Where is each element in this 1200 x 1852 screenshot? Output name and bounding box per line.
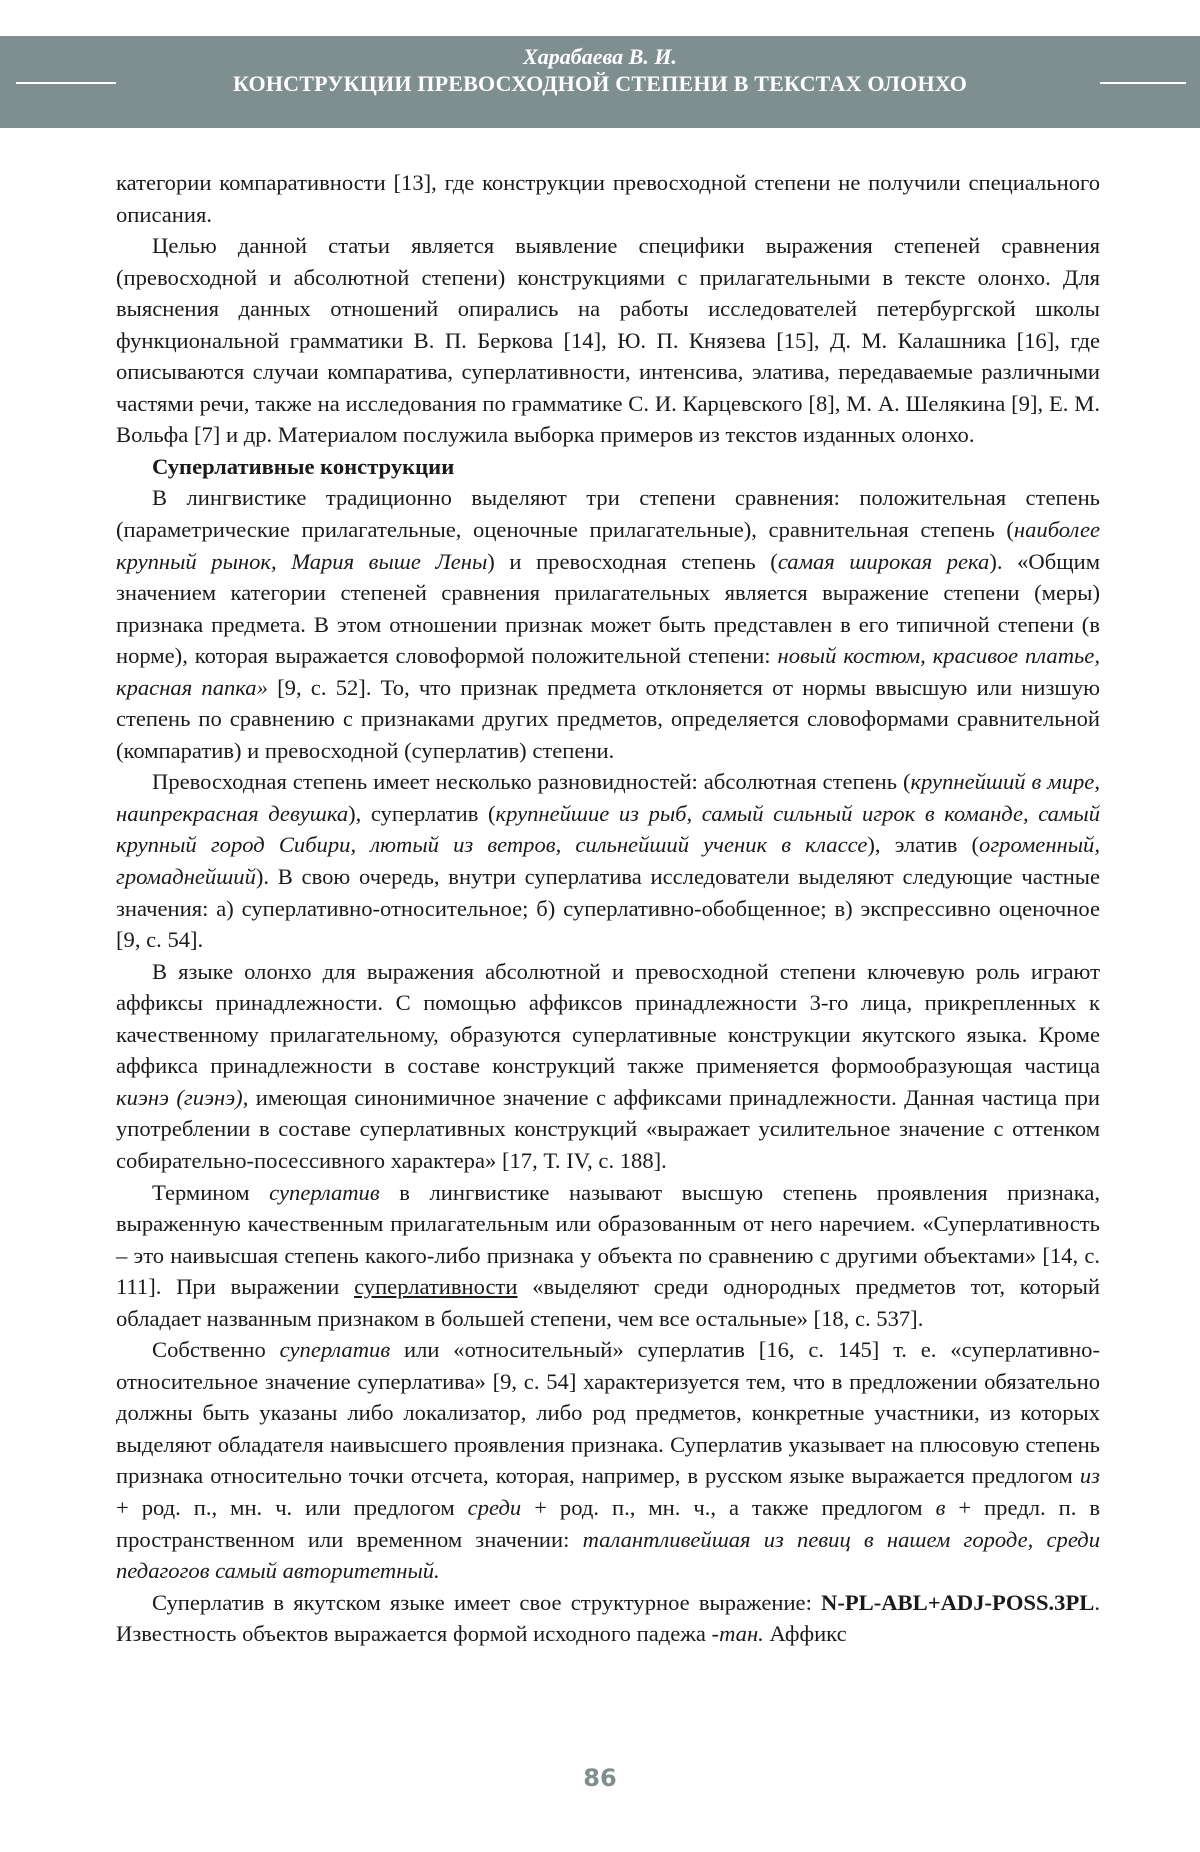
text-run: + род. п., мн. ч., а также предлогом [521,1494,936,1520]
text-run: -тан. [711,1621,764,1647]
text-run: ). «Общим значением категории степеней сравнения прилагательных является выражение степени (меры) признака предмета. В этом отношении признак может быть представлен в его типичной степени (в норме), которая выражается словоформой положительной степени: [116,548,1100,669]
text-run: новый костюм, красивое платье, красная папка» [116,643,1100,700]
text-run: категории компаративности [13], где конструкции превосходной степени не получили специального описания. [116,170,1100,227]
text-run: из [1079,1463,1100,1489]
text-run: самая широкая река [777,548,990,574]
text-run: Термином [152,1179,270,1205]
text-run: Целью данной статьи является выявление специфики выражения степеней сравнения (превосходной и абсолютной степени) конструкциями с прилагательными в тексте олонхо. Для выяснения данных отношений опирались на работы исследователей петербургской школы функциональной грамматики В. П. Беркова [14], Ю. П. Князева [15], Д. М. Калашника [16], где описываются случаи компаратива, суперлативности, интенсива, элатива, передаваемые различными частями речи, также на исследования по грамматике С. И. Карцевского [8], М. А. Шелякина [9], Е. М. Вольфа [7] и др. Материалом послужила выборка примеров из текстов изданных олонхо. [116,233,1100,448]
running-header [0,36,1200,128]
text-run: , имеющая синонимичное значение с аффиксами принадлежности. Данная частица при употреблении в составе суперлативных конструкций «выражает усилительное значение с оттенком собирательно-посессивного характера» [17, Т. IV, с. 188]. [116,1084,1100,1173]
article-body [116,167,1100,1650]
text-run: + род. п., мн. ч. или предлогом [116,1494,468,1520]
header-author: Харабаева В. И. [523,44,677,69]
text-run: крупнейший в мире, наипрекрасная девушка [116,769,1100,826]
paragraph-5 [116,956,1100,1177]
text-run: ) и превосходная степень ( [487,548,778,574]
paragraph-1 [116,230,1100,451]
text-run: или «относительный» суперлатив [16, с. 145] т. е. «суперлативно-относительное значение суперлатива» [9, с. 54] характеризуется тем, что в предложении обязательно должны быть указаны либо локализатор, либо род предметов, конкретные участники, из которых выделяют обладателя наивысшего проявления признака. Суперлатив указывает на плюсовую степень признака относительно точки отсчета, которая, например, в русском языке выражается предлогом [116,1337,1100,1489]
text-run: крупнейшие из рыб, самый сильный игрок в команде, самый крупный город Сибири, лютый из ветров, сильнейший ученик в классе [116,800,1100,858]
text-run: ). В свою очередь, внутри суперлатива исследователи выделяют следующие частные значения: а) суперлативно-относительное; б) суперлативно-обобщенное; в) экспрессивно оценочное [9, с. 54]. [116,864,1100,953]
paragraph-8 [116,1587,1100,1650]
text-run: Суперлативные конструкции [152,453,455,479]
page-number: 86 [583,1764,617,1792]
paragraph-6 [116,1177,1100,1335]
text-run: N-PL-ABL+ADJ-POSS.3PL [821,1589,1095,1615]
text-run: Превосходная степень имеет несколько разновидностей: абсолютная степень ( [152,769,911,795]
text-run: «выделяют среди однородных предметов тот, который обладает названным признаком в большей степени, чем все остальные» [18, с. 537]. [116,1274,1100,1331]
text-run: суперлативности [354,1274,518,1300]
text-run: в лингвистике называют высшую степень проявления признака, выраженную качественным прилагательным или образованным от него наречием. «Суперлативность – это наивысшая степень какого-либо признака у объекта по сравнению с другими объектами» [14, с. 111]. При выражении [116,1179,1101,1300]
text-run: огроменный, громаднейший [116,832,1100,890]
text-run: в [935,1494,946,1520]
text-run: талантливейшая из певиц в нашем городе, среди педагогов самый авторитетный. [116,1526,1101,1584]
paragraph-0 [116,167,1100,230]
text-run: Аффикс [763,1621,847,1647]
text-run: ), суперлатив ( [348,800,496,826]
text-run: наиболее крупный рынок, Мария выше Лены [116,517,1100,574]
paragraph-3 [116,482,1100,766]
text-run: среди [467,1494,522,1520]
text-run: В лингвистике традиционно выделяют три степени сравнения: положительная степень (параметрические прилагательные, оценочные прилагательные), сравнительная степень ( [116,485,1100,543]
paragraph-4 [116,766,1100,955]
text-run: В языке олонхо для выражения абсолютной и превосходной степени ключевую роль играют аффиксы принадлежности. С помощью аффиксов принадлежности 3-го лица, прикрепленных к качественному прилагательному, образуются суперлативные конструкции якутского языка. Кроме аффикса принадлежности в составе конструкций также применяется формообразующая частица [116,958,1100,1079]
text-run: . Известность объектов выражается формой исходного падежа [116,1589,1100,1647]
text-run: Суперлатив в якутском языке имеет свое структурное выражение: [152,1589,821,1615]
text-run: суперлатив [269,1179,380,1205]
text-run: Собственно [152,1337,280,1363]
text-run: киэнэ (гиэнэ) [116,1084,243,1110]
header-title: КОНСТРУКЦИИ ПРЕВОСХОДНОЙ СТЕПЕНИ В ТЕКСТАХ ОЛОНХО [232,71,968,96]
text-run: + предл. п. в пространственном или временном значении: [116,1494,1100,1552]
paragraph-7 [116,1334,1100,1586]
text-run: [9, с. 52]. То, что признак предмета отклоняется от нормы ввысшую или низшую степень по сравнению с признаками других предметов, определяется словоформами сравнительной (компаратив) и превосходной (суперлатив) степени. [116,674,1100,763]
section-heading [116,451,1100,483]
text-run: ), элатив ( [867,832,980,858]
text-run: суперлатив [279,1337,391,1363]
